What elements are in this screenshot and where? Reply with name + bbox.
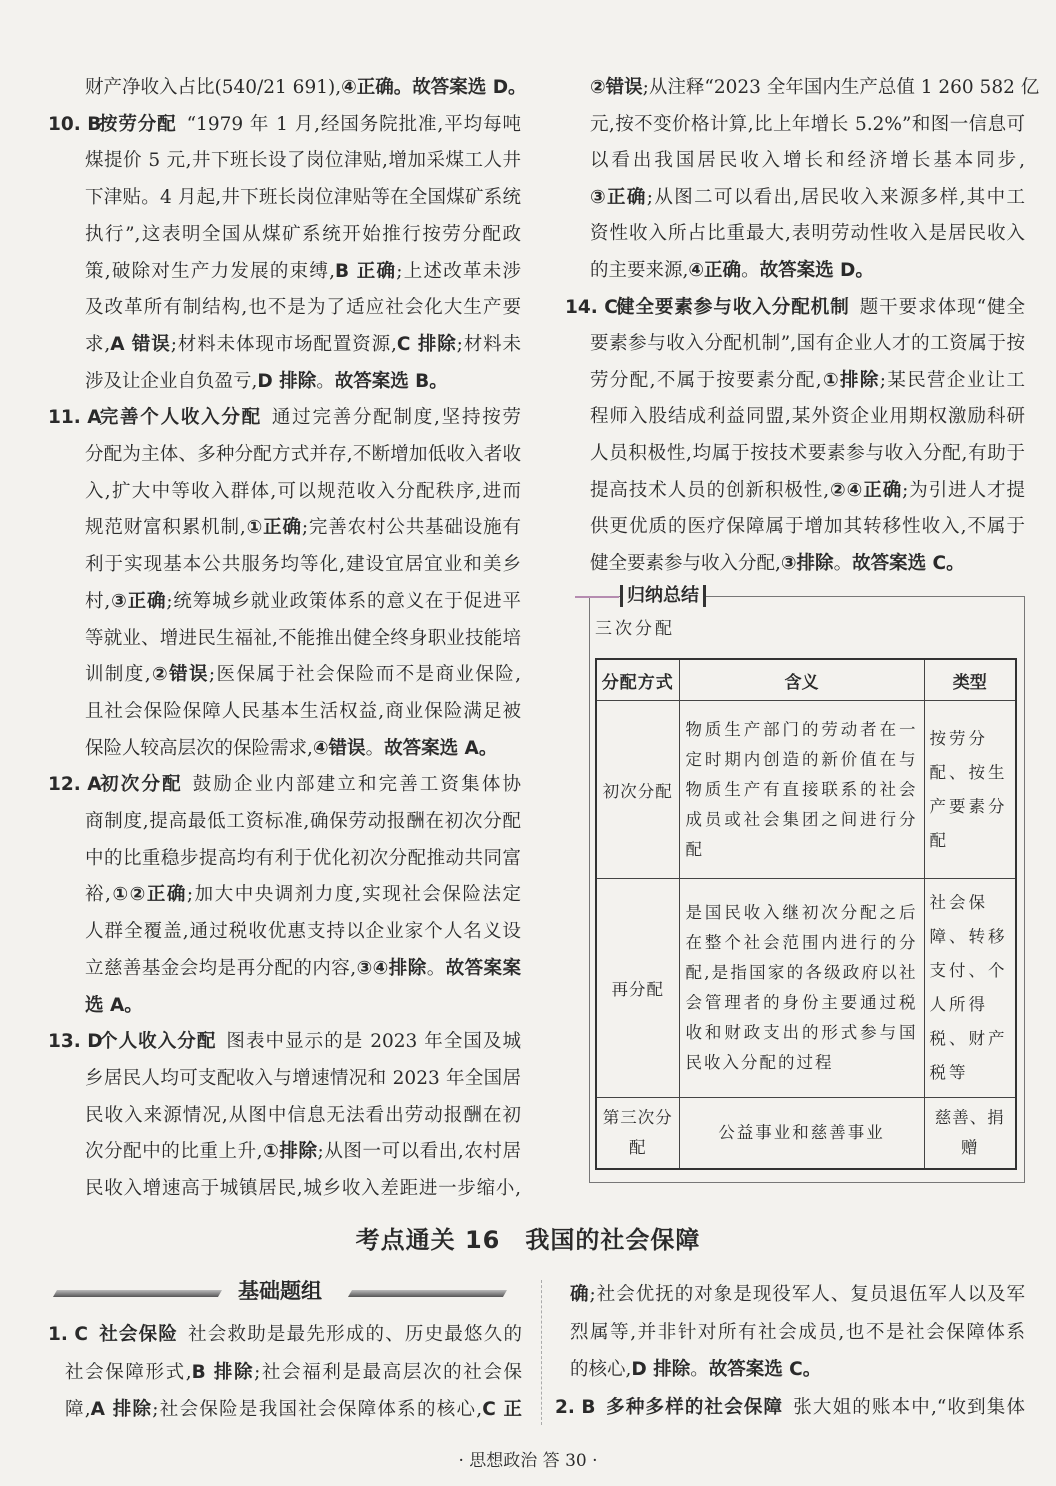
- text: 。: [365, 737, 385, 759]
- column-divider: [541, 1280, 542, 1425]
- bold-text: A 排除: [90, 1399, 153, 1420]
- text-line: [65, 1361, 522, 1385]
- table-row: [596, 701, 1016, 879]
- summary-accent-bar: [575, 596, 619, 598]
- bold-text: ④正确。故答案选 D。: [341, 77, 527, 98]
- text: 民收入来源情况,从图中信息无法看出劳动报酬在初: [85, 1104, 521, 1126]
- row-type: 社会保障、转移支付、个人所得税、财产税等: [924, 879, 1016, 1098]
- bold-text: ①正确: [245, 517, 302, 539]
- bold-text: 故答案选 A。: [384, 737, 498, 759]
- text: 通过完善分配制度,坚持按劳: [271, 407, 521, 429]
- text: 涉及让企业自负盈亏,: [85, 370, 258, 392]
- text-line: [85, 553, 521, 577]
- row-type: 按劳分配、按生产要素分配: [924, 701, 1016, 879]
- text: 提高技术人员的创新积极性,: [590, 479, 830, 501]
- bold-text: ①排除: [262, 1141, 318, 1163]
- bold-text: 选 A。: [85, 994, 143, 1016]
- text-line: [590, 332, 1025, 356]
- header-method: 分配方式: [596, 659, 679, 701]
- text: 图表中显示的是 2023 年全国及城: [226, 1031, 521, 1053]
- text: 入,扩大中等收入群体,可以规范收入分配秩序,进而: [85, 480, 521, 502]
- text-line: [85, 810, 521, 834]
- text: 煤提价 5 元,井下班长设了岗位津贴,增加采煤工人井: [85, 150, 521, 172]
- answer-item-line: [48, 113, 521, 137]
- text: 的主要来源,: [590, 260, 689, 281]
- bold-text: B 排除: [191, 1361, 255, 1383]
- row-method: 再分配: [596, 879, 679, 1098]
- text-line: [85, 149, 521, 173]
- text-line: [85, 1177, 521, 1201]
- text-line: [570, 1283, 1025, 1307]
- text: 社会救助是最先形成的、历史最悠久的: [188, 1324, 522, 1345]
- text: 题干要求体现“健全: [859, 296, 1025, 318]
- text: 程师入股结成利益同盟,某外资企业用期权激励科研: [590, 406, 1025, 428]
- question-topic: 初次分配: [98, 774, 183, 796]
- text-line: [590, 515, 1025, 539]
- summary-label: 归纳总结: [620, 585, 706, 607]
- question-topic: 完善个人收入分配: [98, 407, 262, 429]
- decorative-bar-right: [348, 1290, 507, 1297]
- bold-text: ②错误: [150, 664, 209, 686]
- text-line: [85, 663, 521, 687]
- text: 分配为主体、多种分配方式并存,不断增加低收入者收: [85, 444, 521, 465]
- bold-text: ④正确: [688, 260, 742, 281]
- text: 。: [426, 957, 446, 979]
- question-topic: 按劳分配: [98, 113, 177, 135]
- bold-text: B 正确: [335, 260, 397, 282]
- text-line: [590, 186, 1025, 210]
- text: 烈属等,并非针对所有社会成员,也不是社会保障体系: [570, 1321, 1025, 1343]
- answer-item-line: [565, 296, 1025, 320]
- bold-text: ②错误: [590, 77, 643, 98]
- text: 下津贴。4 月起,井下班长岗位津贴等在全国煤矿系统: [85, 187, 521, 209]
- text: “1979 年 1 月,经国务院批准,平均每吨: [186, 113, 521, 135]
- section-title: 考点通关 16 我国的社会保障: [355, 1226, 701, 1254]
- text: ;社会福利是最高层次的社会保: [254, 1361, 522, 1383]
- bold-text: C 排除: [396, 333, 457, 355]
- text-line: [590, 113, 1025, 137]
- answer-item-line: [48, 1323, 522, 1347]
- text-line: [85, 847, 521, 871]
- text: ;为引进人才提: [902, 479, 1025, 501]
- text-line: [85, 333, 521, 357]
- text: 且社会保险保障人民基本生活权益,商业保险满足被: [85, 700, 521, 722]
- question-number: 10. B: [48, 113, 102, 135]
- text-line: [85, 1067, 521, 1091]
- text: 社会保障形式,: [65, 1361, 192, 1383]
- text: 鼓励企业内部建立和完善工资集体协: [192, 774, 521, 796]
- text-line: [85, 590, 521, 614]
- text-line: [65, 1398, 522, 1422]
- answer-item-line: [48, 773, 521, 797]
- question-number: 13. D: [48, 1031, 103, 1053]
- text: 元,按不变价格计算,比上年增长 5.2%”和图一信息可: [590, 113, 1025, 135]
- text: ;完善农村公共基础设施有: [301, 517, 522, 539]
- text: ;社会保险是我国社会保障体系的核心,: [152, 1399, 483, 1420]
- text-line: [85, 223, 521, 247]
- row-type: 慈善、捐赠: [924, 1098, 1016, 1169]
- text: 等就业、增进民生福祉,不能推出健全终身职业技能培: [85, 627, 521, 649]
- question-topic: 个人收入分配: [98, 1031, 217, 1053]
- question-number: 1. C: [48, 1324, 88, 1345]
- bold-text: ①②正确: [110, 884, 187, 906]
- text-line: [85, 737, 521, 761]
- text-line: [85, 627, 521, 651]
- text: ;从图一可以看出,农村居: [317, 1141, 521, 1163]
- bold-text: 故答案案: [445, 957, 521, 979]
- distribution-table: [595, 658, 1017, 1170]
- header-type: 类型: [924, 659, 1016, 701]
- text-line: [85, 516, 521, 540]
- text-line: [85, 994, 521, 1018]
- row-meaning: 公益事业和慈善事业: [679, 1098, 924, 1169]
- text: 乡居民人均可支配收入与增速情况和 2023 年全国居: [85, 1067, 521, 1089]
- text: 障,: [65, 1399, 91, 1420]
- text: ;材料未: [456, 333, 521, 355]
- text-line: [590, 442, 1025, 466]
- text-line: [85, 957, 521, 981]
- table-header-row: [596, 659, 1016, 701]
- text: 。: [690, 1359, 709, 1381]
- decorative-bar-left: [53, 1290, 222, 1297]
- text: 资性收入所占比重最大,表明劳动性收入是居民收入: [590, 223, 1025, 245]
- row-method: 第三次分配: [596, 1098, 679, 1169]
- text: 中的比重稳步提高均有利于优化初次分配推动共同富: [85, 847, 521, 869]
- text: 规范财富积累机制,: [85, 517, 246, 539]
- bold-text: ①排除: [821, 369, 880, 391]
- text-line: [590, 552, 1025, 576]
- text-line: [590, 76, 1040, 100]
- answer-item-line: [48, 406, 521, 430]
- text-line: [85, 480, 521, 504]
- table-row: [596, 879, 1016, 1098]
- text-line: [85, 920, 521, 944]
- bold-text: ③④排除: [356, 957, 427, 979]
- text: 策,破除对生产力发展的束缚,: [85, 260, 335, 282]
- text: 。: [833, 552, 853, 574]
- text-line: [85, 883, 521, 907]
- text-line: [85, 370, 521, 394]
- text: ;某民营企业让工: [879, 369, 1026, 391]
- text: ;加大中央调剂力度,实现社会保险法定: [186, 884, 522, 906]
- summary-subtitle: 三次分配: [595, 619, 675, 639]
- text: 的核心,: [570, 1359, 632, 1381]
- text-line: [590, 369, 1025, 393]
- question-number: 14. C: [565, 296, 618, 318]
- row-method: 初次分配: [596, 701, 679, 879]
- question-topic: 多种多样的社会保障: [605, 1397, 784, 1419]
- text: 民收入增速高于城镇居民,城乡收入差距进一步缩小,: [85, 1178, 521, 1199]
- text: ;统筹城乡就业政策体系的意义在于促进平: [166, 590, 521, 612]
- text: 执行”,这表明全国从煤矿系统开始推行按劳分配政: [85, 223, 521, 245]
- text: 及改革所有制结构,也不是为了适应社会化大生产要: [85, 297, 521, 319]
- bold-text: D 排除: [257, 370, 317, 392]
- bold-text: C 正: [482, 1399, 522, 1420]
- text: 健全要素参与收入分配,: [590, 552, 781, 574]
- text: 财产净收入占比(540/21 691),: [85, 77, 342, 98]
- question-number: 11. A: [48, 407, 102, 429]
- text-line: [590, 149, 1025, 173]
- text-line: [85, 1104, 521, 1128]
- answer-item-line: [48, 1030, 521, 1054]
- text: ;医保属于社会保险而不是商业保险,: [208, 664, 521, 686]
- bold-text: 故答案选 D。: [759, 260, 874, 281]
- text: 劳分配,不属于按要素分配,: [590, 369, 822, 391]
- text-line: [85, 76, 527, 100]
- text: ;材料未体现市场配置资源,: [170, 333, 397, 355]
- text-line: [590, 259, 1025, 283]
- text: 村,: [85, 590, 111, 612]
- subsection-title: 基础题组: [238, 1279, 322, 1303]
- text: 张大姐的账本中,“收到集体: [793, 1397, 1025, 1419]
- text: ;社会优抚的对象是现役军人、复员退伍军人以及军: [589, 1284, 1025, 1305]
- text-line: [85, 296, 521, 320]
- question-number: 12. A: [48, 774, 102, 796]
- page-footer: · 思想政治 答 30 ·: [458, 1451, 598, 1471]
- text: 求,: [85, 333, 111, 355]
- text-line: [590, 222, 1025, 246]
- text-line: [590, 405, 1025, 429]
- text: ;上述改革未涉: [396, 260, 522, 282]
- bold-text: ③正确: [110, 590, 167, 612]
- text: 次分配中的比重上升,: [85, 1141, 263, 1163]
- text-line: [85, 700, 521, 724]
- text: 要素参与收入分配机制”,国有企业人才的工资属于按: [590, 333, 1025, 355]
- question-number: 2. B: [555, 1397, 596, 1419]
- text: 保险人较高层次的保险需求,: [85, 737, 313, 759]
- bold-text: D 排除: [631, 1359, 691, 1381]
- row-meaning: 物质生产部门的劳动者在一定时期内创造的新价值在与物质生产有直接联系的社会成员或社会集团之间进行分配: [679, 701, 924, 879]
- bold-text: ③排除: [780, 552, 834, 574]
- text: 以看出我国居民收入增长和经济增长基本同步,: [590, 150, 1025, 172]
- text: ;从图二可以看出,居民收入来源多样,其中工: [646, 186, 1026, 208]
- bold-text: A 错误: [110, 333, 171, 355]
- text-line: [85, 1140, 521, 1164]
- question-topic: 社会保险: [98, 1324, 179, 1345]
- table-row: [596, 1098, 1016, 1169]
- text-line: [85, 443, 521, 467]
- bold-text: 故答案选 C。: [708, 1359, 822, 1381]
- answer-item-line: [555, 1396, 1025, 1420]
- text-line: [570, 1321, 1025, 1345]
- text-line: [590, 479, 1025, 503]
- text: ;从注释“2023 全年国内生产总值 1 260 582 亿: [642, 77, 1040, 98]
- text: 商制度,提高最低工资标准,确保劳动报酬在初次分配: [85, 811, 521, 832]
- text: 利于实现基本公共服务均等化,建设宜居宜业和美乡: [85, 554, 521, 576]
- bold-text: ④错误: [312, 737, 366, 759]
- text: 裕,: [85, 884, 111, 906]
- text: 立慈善基金会均是再分配的内容,: [85, 957, 357, 979]
- text: 训制度,: [85, 664, 151, 686]
- header-meaning: 含义: [679, 659, 924, 701]
- text: 人群全覆盖,通过税收优惠支持以企业家个人名义设: [85, 921, 521, 943]
- bold-text: ②④正确: [829, 479, 903, 501]
- text-line: [85, 260, 521, 284]
- question-topic: 健全要素参与收入分配机制: [615, 296, 850, 318]
- text-line: [570, 1358, 1025, 1382]
- text: 。: [741, 260, 760, 281]
- row-meaning: 是国民收入继初次分配之后在整个社会范围内进行的分配,是指国家的各级政府以社会管理者的身份主要通过税收和财政支出的形式参与国民收入分配的过程: [679, 879, 924, 1098]
- bold-text: 故答案选 B。: [334, 370, 448, 392]
- bold-text: 确: [570, 1284, 590, 1305]
- text-line: [85, 186, 521, 210]
- text: 供更优质的医疗保障属于增加其转移性收入,不属于: [590, 516, 1025, 538]
- text: 。: [316, 370, 335, 392]
- bold-text: ③正确: [590, 186, 647, 208]
- text: 人员积极性,均属于按技术要素参与收入分配,有助于: [590, 443, 1025, 464]
- bold-text: 故答案选 C。: [852, 552, 965, 574]
